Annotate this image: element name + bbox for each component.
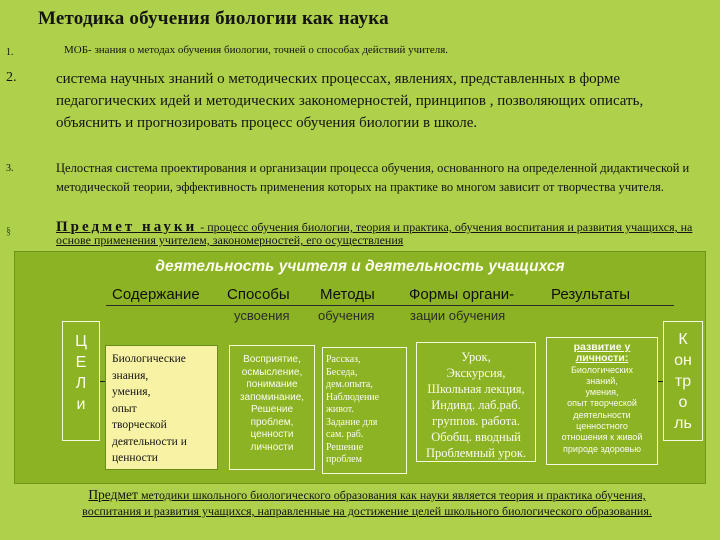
header-underline bbox=[106, 305, 674, 306]
header-content: Содержание bbox=[112, 286, 200, 303]
results-line: природе здоровью bbox=[563, 443, 641, 454]
ways-box bbox=[229, 345, 315, 470]
results-lead: развитие у личности: bbox=[573, 341, 631, 365]
content-line: творческой bbox=[112, 419, 167, 431]
goal-label bbox=[62, 331, 100, 415]
results-line: опыт творческой bbox=[567, 398, 637, 409]
item-number-3: 3. bbox=[6, 163, 14, 174]
header-forms: Формы органи- bbox=[409, 286, 515, 303]
control-letter: о bbox=[678, 394, 688, 411]
results-line: деятельности bbox=[573, 409, 631, 420]
goal-letter: Л bbox=[75, 375, 87, 392]
ways-line: Восприятие, bbox=[243, 354, 301, 365]
item-number-1: 1. bbox=[6, 47, 14, 58]
goal-letter: и bbox=[76, 396, 86, 413]
panel-title: деятельность учителя и деятельность учащихся bbox=[155, 258, 565, 275]
methods-line: живот. bbox=[326, 404, 354, 415]
subject-text: - процесс обучения биологии, теория и практика, обучения воспитания и развития учащихся, на основе применения учителем, закономерностей, его осуществления bbox=[56, 220, 693, 247]
forms-line: Школьная лекция, bbox=[427, 382, 525, 396]
forms-line: Проблемный урок. bbox=[425, 446, 527, 460]
results-line: отношения к живой bbox=[561, 432, 643, 443]
control-letter: тр bbox=[674, 373, 692, 390]
content-line: умения, bbox=[112, 386, 151, 398]
bullet-icon: § bbox=[6, 226, 11, 237]
methods-line: проблем bbox=[326, 454, 362, 465]
control-letter: он bbox=[674, 352, 692, 369]
methods-line: Наблюдение bbox=[326, 391, 380, 403]
results-line: ценностного bbox=[576, 421, 628, 432]
subject-lead: Предмет науки bbox=[56, 219, 198, 235]
item-number-2: 2. bbox=[6, 70, 17, 85]
ways-line: запоминание, bbox=[239, 391, 305, 403]
goal-letter: Е bbox=[75, 354, 87, 371]
header-ways: Способы bbox=[227, 286, 290, 303]
footer-paragraph bbox=[62, 487, 672, 519]
ways-line: понимание bbox=[246, 379, 298, 390]
control-label bbox=[663, 329, 703, 434]
header-methods-sub: обучения bbox=[318, 308, 375, 323]
results-line: знаний, bbox=[586, 375, 618, 386]
methods-line: Задание для bbox=[326, 416, 378, 428]
methods-line: дем.опыта, bbox=[326, 379, 373, 390]
methods-box bbox=[322, 347, 407, 474]
results-line: умения, bbox=[585, 387, 619, 398]
content-line: знания, bbox=[112, 369, 149, 382]
methods-line: Решение bbox=[326, 441, 364, 453]
ways-line: ценности bbox=[250, 429, 294, 440]
forms-box bbox=[416, 342, 536, 462]
methods-line: Беседа, bbox=[326, 366, 358, 378]
content-line: опыт bbox=[112, 402, 137, 415]
content-line: ценности bbox=[112, 452, 158, 464]
header-methods: Методы bbox=[320, 286, 375, 303]
header-results: Результаты bbox=[551, 286, 630, 303]
item-text-2: система научных знаний о методических процессах, явлениях, представленных в форме педагогических идей и методических закономерностей, принципов , позволяющих описать, объяснить и прогнозировать процесс обучения биологии в школе. bbox=[56, 71, 644, 131]
slide-title: Методика обучения биологии как наука bbox=[38, 8, 389, 29]
results-box bbox=[546, 337, 658, 465]
activity-diagram-panel bbox=[14, 251, 706, 484]
header-forms-sub: зации обучения bbox=[410, 308, 506, 323]
footer-lead: Предмет bbox=[88, 487, 138, 502]
ways-line: осмысление, bbox=[241, 366, 303, 378]
ways-line: личности bbox=[250, 441, 294, 453]
control-letter: К bbox=[678, 331, 688, 348]
forms-line: Экскурсия, bbox=[446, 366, 506, 380]
content-box bbox=[105, 345, 218, 470]
header-ways-sub: усвоения bbox=[234, 308, 290, 323]
item-text-3: Целостная система проектирования и организации процесса обучения, основанного на определенной дидактической и методической теории, эффективность применения которых на практике во многом зависит от творчества учителя. bbox=[56, 161, 690, 194]
ways-line: проблем, bbox=[250, 416, 294, 428]
content-line: деятельности и bbox=[112, 435, 187, 448]
forms-line: Обобщ. вводный bbox=[431, 430, 521, 444]
goal-letter: Ц bbox=[75, 333, 87, 350]
results-line: Биологических bbox=[570, 364, 634, 375]
forms-line: Индивд. лаб.раб. bbox=[431, 398, 521, 412]
methods-line: Рассказ, bbox=[326, 354, 361, 365]
forms-line: Урок, bbox=[461, 350, 491, 364]
content-line: Биологические bbox=[112, 353, 186, 365]
control-letter: ль bbox=[674, 415, 692, 432]
forms-line: группов. работа. bbox=[432, 414, 520, 428]
footer-text: методики школьного биологического образования как науки является теория и практика обучения, воспитания и развития учащихся, направленные на достижение целей школьного биологического образования. bbox=[82, 488, 652, 518]
item-text-1: МОБ- знания о методах обучения биологии, точней о способах действий учителя. bbox=[64, 44, 449, 56]
methods-line: сам. раб. bbox=[326, 429, 364, 440]
subject-paragraph bbox=[56, 221, 716, 247]
ways-line: Решение bbox=[250, 404, 294, 415]
